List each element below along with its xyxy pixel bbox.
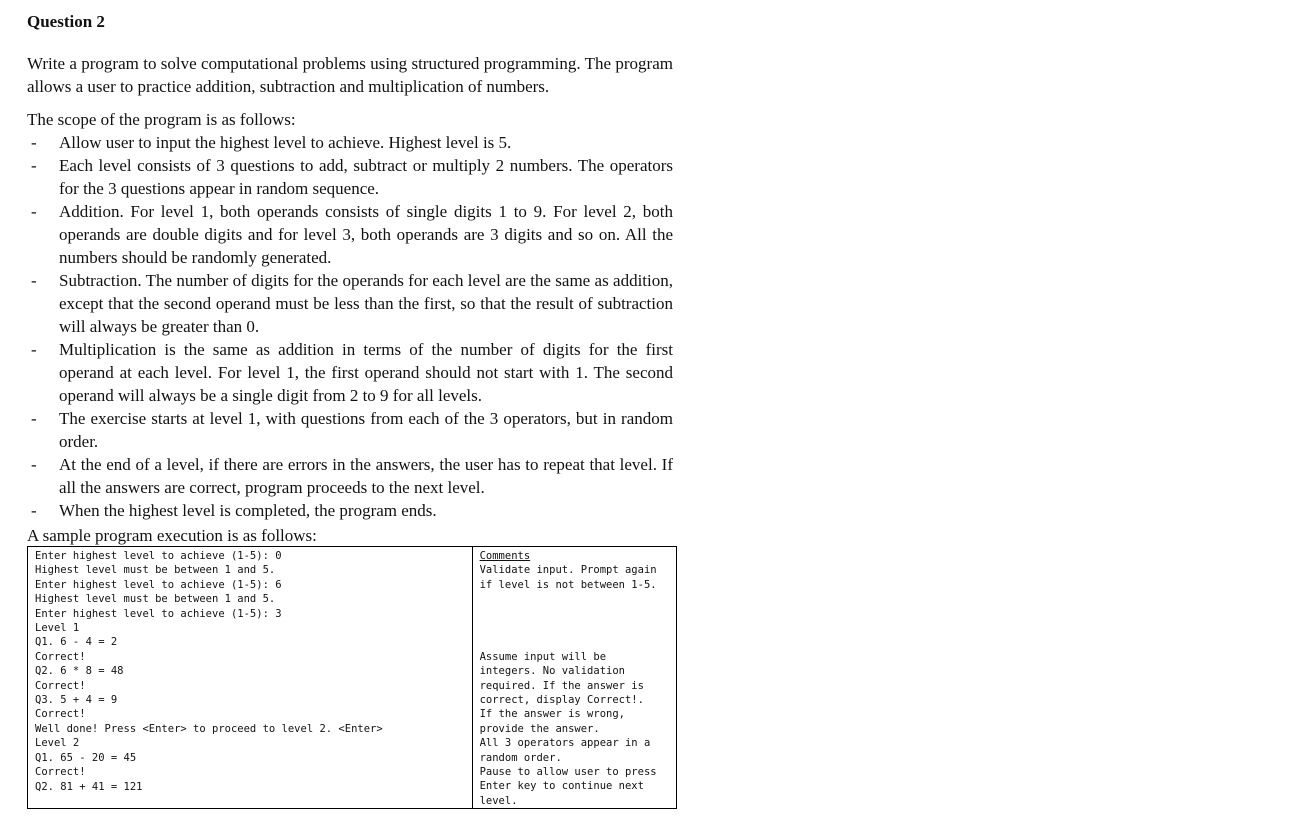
- comment-line: Enter key to continue next: [479, 780, 644, 793]
- output-line: Enter highest level to achieve (1-5): 3: [35, 607, 282, 620]
- comment-line: integers. No validation: [479, 665, 625, 678]
- bullet-dash: -: [31, 133, 37, 152]
- scope-list: [27, 131, 677, 522]
- output-line: Q1. 6 - 4 = 2: [35, 636, 118, 649]
- bullet-dash: -: [31, 409, 37, 428]
- question-title: Question 2: [27, 12, 105, 31]
- scope-item-text: Each level consists of 3 questions to add, subtract or multiply 2 numbers. The operators for the 3 questions appear in random sequence.: [59, 156, 673, 198]
- scope-item: [27, 499, 673, 522]
- scope-item-text: Multiplication is the same as addition in terms of the number of digits for the first operand at each level. For level 1, the first operand should not start with 1. The second operand will always be a single digit from 2 to 9 for all levels.: [59, 340, 673, 405]
- sample-heading: A sample program execution is as follows:: [27, 526, 317, 545]
- output-line: Enter highest level to achieve (1-5): 6: [35, 578, 282, 591]
- output-line: Enter highest level to achieve (1-5): 0: [35, 550, 282, 562]
- output-line: Q2. 81 + 41 = 121: [35, 780, 143, 793]
- output-line: Correct!: [35, 708, 86, 721]
- output-line: Q3. 5 + 4 = 9: [35, 694, 118, 707]
- scope-item-text: Subtraction. The number of digits for the operands for each level are the same as addition, except that the second operand must be less than the first, so that the result of subtraction will always be greater than 0.: [59, 271, 673, 336]
- scope-heading: The scope of the program is as follows:: [27, 110, 296, 129]
- scope-item: [27, 453, 673, 499]
- bullet-dash: -: [31, 156, 37, 175]
- output-line: Q1. 65 - 20 = 45: [35, 751, 137, 764]
- scope-item-text: Addition. For level 1, both operands consists of single digits 1 to 9. For level 2, both operands are double digits and for level 3, both operands are 3 digits and so on. All the numbers should be randomly generated.: [59, 202, 673, 267]
- scope-item-text: Allow user to input the highest level to achieve. Highest level is 5.: [59, 133, 512, 152]
- bullet-dash: -: [31, 271, 37, 290]
- comment-spacer: [480, 592, 669, 650]
- comment-line: Validate input. Prompt again: [479, 564, 657, 577]
- comment-line: correct, display Correct!.: [479, 694, 644, 707]
- scope-item-text: At the end of a level, if there are errors in the answers, the user has to repeat that level. If all the answers are correct, program proceeds to the next level.: [59, 455, 673, 497]
- scope-item: [27, 131, 673, 154]
- sample-execution-table: [27, 546, 677, 809]
- bullet-dash: -: [31, 501, 37, 520]
- intro-paragraph: Write a program to solve computational problems using structured programming. The program allows a user to practice addition, subtraction and multiplication of numbers.: [27, 54, 673, 96]
- comment-line: Pause to allow user to press: [479, 766, 657, 779]
- output-line: Q2. 6 * 8 = 48: [35, 665, 124, 678]
- output-line: Correct!: [35, 679, 86, 692]
- comments-heading: Comments: [479, 550, 531, 562]
- output-line: Level 2: [35, 737, 80, 750]
- comment-line: Assume input will be: [479, 650, 607, 663]
- scope-item: [27, 154, 673, 200]
- scope-item: [27, 269, 673, 338]
- scope-item: [27, 407, 673, 453]
- comment-line: if level is not between 1-5.: [479, 578, 657, 591]
- scope-item: [27, 200, 673, 269]
- output-line: Level 1: [35, 622, 80, 635]
- document: [27, 10, 677, 809]
- sample-output-cell: [28, 547, 473, 809]
- output-line: Correct!: [35, 766, 86, 779]
- output-line: Correct!: [35, 650, 86, 663]
- comment-line: level.: [479, 794, 518, 807]
- bullet-dash: -: [31, 340, 37, 359]
- bullet-dash: -: [31, 202, 37, 221]
- comment-line: required. If the answer is: [479, 679, 644, 692]
- output-line: Highest level must be between 1 and 5.: [35, 564, 276, 577]
- output-line: Well done! Press <Enter> to proceed to level 2. <Enter>: [35, 722, 383, 735]
- comment-line: All 3 operators appear in a: [479, 737, 651, 750]
- comment-line: If the answer is wrong,: [479, 708, 625, 721]
- comment-line: random order.: [479, 751, 562, 764]
- comments-cell: [472, 547, 676, 809]
- bullet-dash: -: [31, 455, 37, 474]
- output-line: Highest level must be between 1 and 5.: [35, 593, 276, 606]
- scope-item-text: The exercise starts at level 1, with questions from each of the 3 operators, but in random order.: [59, 409, 673, 451]
- scope-item: [27, 338, 673, 407]
- comment-line: provide the answer.: [479, 722, 600, 735]
- scope-item-text: When the highest level is completed, the program ends.: [59, 501, 437, 520]
